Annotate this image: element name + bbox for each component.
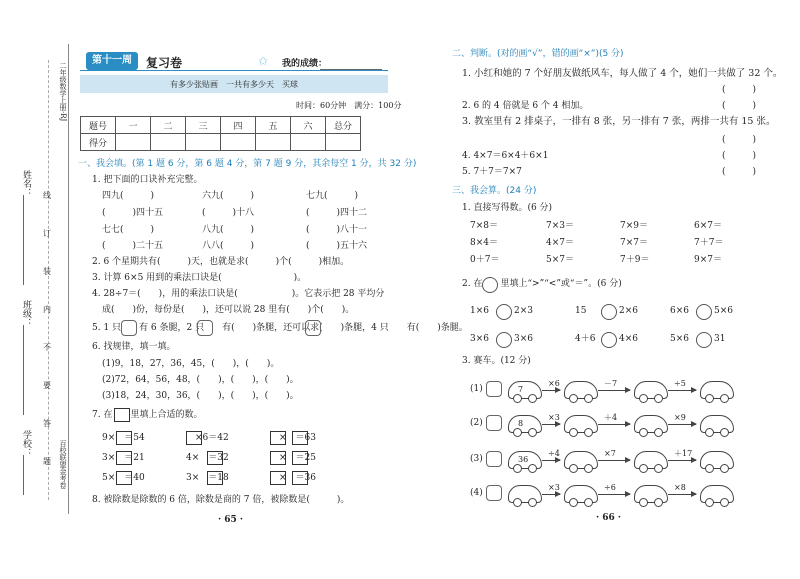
- binding-line: [48, 60, 49, 500]
- calc-item[interactable]: 9×7＝: [694, 255, 722, 265]
- race-operation: ×7: [604, 449, 616, 458]
- question: 2. 6 的 4 倍就是 6 个 4 相加。: [462, 101, 589, 111]
- race-car[interactable]: [634, 485, 668, 503]
- table-cell[interactable]: [116, 134, 151, 151]
- answer-field[interactable]: 八八( ): [202, 241, 255, 251]
- calc-item[interactable]: 0＋7＝: [470, 255, 500, 265]
- equation: 4× ＝32: [186, 453, 229, 463]
- header-rule: [80, 70, 388, 71]
- equation: × ＝25: [270, 453, 316, 463]
- answer-box[interactable]: [270, 471, 286, 485]
- question: 5. 7＋7＝7×7: [462, 167, 522, 177]
- table-cell[interactable]: [256, 134, 291, 151]
- table-cell[interactable]: [291, 134, 326, 151]
- race-car: [508, 381, 542, 399]
- compare-cloud-icon[interactable]: [601, 332, 617, 348]
- race-arrow: [542, 424, 560, 425]
- question: 1. 直接写得数。(6 分): [462, 203, 553, 213]
- answer-field[interactable]: ( )八十一: [306, 225, 368, 235]
- name-label: 姓名：: [21, 170, 31, 197]
- racer-icon: [486, 485, 502, 501]
- race-arrow: [668, 424, 696, 425]
- equation: 3× ＝21: [102, 453, 145, 463]
- answer-field[interactable]: 八九( ): [202, 225, 255, 235]
- race-car[interactable]: [564, 381, 598, 399]
- race-operation: ＋4: [604, 413, 618, 422]
- answer-box[interactable]: [292, 451, 308, 465]
- binding-char: 线: [43, 191, 51, 200]
- table-cell: 题号: [81, 117, 116, 134]
- question: 7. 在 里填上合适的数。: [92, 410, 203, 420]
- table-cell[interactable]: [186, 134, 221, 151]
- racer-icon: [486, 451, 502, 467]
- race-operation: ×3: [548, 483, 560, 492]
- time-limit: 时间：60分钟 满分：100分: [296, 101, 402, 110]
- bug-icon: [121, 320, 137, 336]
- judge-answer[interactable]: ( ): [722, 151, 757, 161]
- answer-box[interactable]: [116, 431, 132, 445]
- question: 成( )份，每份是( )，还可以说 28 里有( )个( )。: [102, 305, 355, 315]
- answer-box[interactable]: [186, 431, 202, 445]
- race-operation: ×3: [548, 413, 560, 422]
- compare-right: 3×6: [514, 334, 533, 344]
- answer-field[interactable]: 六九( ): [202, 191, 255, 201]
- race-arrow: [668, 460, 696, 461]
- binding-char: 内: [43, 305, 51, 314]
- page-number: · 66 ·: [596, 513, 622, 523]
- table-cell: 五: [256, 117, 291, 134]
- book-series-label: 二年级数学上册·RJ: [59, 62, 67, 122]
- question: 3. 计算 6×5 用到的乘法口诀是( )。: [92, 273, 307, 283]
- answer-field[interactable]: 七七( ): [102, 225, 155, 235]
- question: 3. 赛车。(12 分): [462, 356, 531, 366]
- page-number: · 65 ·: [218, 515, 244, 525]
- compare-cloud-icon[interactable]: [601, 304, 617, 320]
- race-arrow: [542, 494, 560, 495]
- question: (1)9，18，27，36，45，( )，( )。: [102, 359, 280, 369]
- compare-cloud-icon[interactable]: [496, 304, 512, 320]
- calc-item[interactable]: 7×7＝: [620, 238, 648, 248]
- race-index: (3): [470, 454, 483, 464]
- equation: 5× ＝40: [102, 473, 145, 483]
- race-arrow: [542, 390, 560, 391]
- answer-box[interactable]: [292, 431, 308, 445]
- race-index: (2): [470, 418, 483, 428]
- school-underline: [23, 455, 24, 495]
- compare-cloud-icon[interactable]: [696, 304, 712, 320]
- binding-char: 答: [43, 419, 51, 428]
- race-car[interactable]: [700, 451, 734, 469]
- race-car[interactable]: [700, 485, 734, 503]
- race-operation: ×6: [548, 379, 560, 388]
- racer-icon: [486, 381, 502, 397]
- bug-icon: [197, 320, 213, 336]
- answer-field[interactable]: 四九( ): [102, 191, 155, 201]
- score-label: 我的成绩：: [282, 59, 328, 69]
- week-badge: 第十一周: [86, 52, 138, 70]
- compare-right: 5×6: [714, 306, 733, 316]
- table-cell: 一: [116, 117, 151, 134]
- question: 5. 1 只 有 6 条腿，2 只 有( )条腿，还可以求( )条腿，4 只 有( )条腿。: [92, 323, 468, 333]
- table-cell[interactable]: [151, 134, 186, 151]
- blank-box: [114, 408, 130, 422]
- judge-answer[interactable]: ( ): [722, 85, 757, 95]
- compare-right: 4×6: [619, 334, 638, 344]
- race-arrow: [542, 460, 560, 461]
- question: 6. 找规律，填一填。: [92, 342, 176, 352]
- name-underline: [23, 195, 24, 285]
- compare-left: 5×6: [670, 334, 689, 344]
- binding-char: 订: [43, 229, 51, 238]
- race-car[interactable]: [564, 485, 598, 503]
- judge-answer[interactable]: ( ): [722, 167, 757, 177]
- class-label: 班级：: [21, 300, 31, 327]
- race-arrow: [668, 390, 696, 391]
- judge-answer[interactable]: ( ): [722, 101, 757, 111]
- race-arrow: [598, 494, 630, 495]
- compare-left: 3×6: [470, 334, 489, 344]
- class-underline: [23, 325, 24, 415]
- answer-box[interactable]: [116, 471, 132, 485]
- binding-char: 题: [43, 457, 51, 466]
- calc-item[interactable]: 7×9＝: [620, 221, 648, 231]
- race-start-value: 36: [518, 455, 529, 464]
- star-icon: ✩: [258, 54, 269, 68]
- answer-field[interactable]: 七九( ): [306, 191, 359, 201]
- calc-item[interactable]: 6×7＝: [694, 221, 722, 231]
- book-brand-label: 百校联盟金考卷: [59, 440, 67, 489]
- race-start-value: 7: [518, 385, 524, 394]
- compare-right: 31: [714, 334, 726, 344]
- equation: 3× ＝18: [186, 473, 229, 483]
- race-operation: －7: [604, 379, 618, 388]
- question: (2)72，64，56，48，( )，( )，( )。: [102, 375, 299, 385]
- answer-box[interactable]: [207, 451, 223, 465]
- race-car: [508, 485, 542, 503]
- table-cell[interactable]: [221, 134, 256, 151]
- score-table: [80, 116, 361, 151]
- answer-field[interactable]: ( )四十五: [102, 208, 164, 218]
- calc-item[interactable]: 7×3＝: [546, 221, 574, 231]
- section-heading: 一、我会填。(第 1 题 6 分，第 6 题 4 分，第 7 题 9 分，其余每空 1 分，共 32 分): [78, 159, 417, 169]
- school-label: 学校：: [21, 430, 31, 457]
- calc-item[interactable]: 7＋9＝: [620, 255, 650, 265]
- race-arrow: [598, 460, 630, 461]
- race-operation: ＋17: [674, 449, 693, 458]
- equation: ×6＝42: [186, 433, 229, 443]
- section-heading: 三、我会算。(24 分): [452, 186, 537, 196]
- race-start-value: 8: [518, 419, 524, 428]
- compare-left: 4＋6: [575, 334, 596, 344]
- question: 4. 4×7＝6×4＋6×1: [462, 151, 549, 161]
- compare-cloud-icon: [482, 277, 498, 293]
- race-car: [508, 415, 542, 433]
- question: 2. 6 个星期共有( )天，也就是求( )个( )相加。: [92, 257, 350, 267]
- race-car[interactable]: [564, 451, 598, 469]
- answer-box[interactable]: [207, 471, 223, 485]
- page-title: 复习卷: [146, 56, 183, 70]
- bug-icon: [305, 320, 321, 336]
- answer-field[interactable]: ( )十八: [202, 208, 255, 218]
- race-car[interactable]: [634, 451, 668, 469]
- compare-right: 2×6: [619, 306, 638, 316]
- compare-left: 6×6: [670, 306, 689, 316]
- answer-box[interactable]: [270, 451, 286, 465]
- answer-field[interactable]: ( )四十二: [306, 208, 368, 218]
- race-operation: ×9: [674, 413, 686, 422]
- race-index: (4): [470, 488, 483, 498]
- table-cell: 四: [221, 117, 256, 134]
- section-heading: 二、判断。(对的画“√”，错的画“×”)(5 分): [452, 49, 624, 59]
- calc-item[interactable]: 4×7＝: [546, 238, 574, 248]
- answer-box[interactable]: [292, 471, 308, 485]
- race-car[interactable]: [564, 415, 598, 433]
- table-cell[interactable]: [326, 134, 361, 151]
- table-cell: 三: [186, 117, 221, 134]
- race-car[interactable]: [700, 381, 734, 399]
- race-arrow: [668, 494, 696, 495]
- binding-char: 不: [43, 343, 51, 352]
- table-cell: 总分: [326, 117, 361, 134]
- racer-icon: [486, 415, 502, 431]
- equation: × ＝63: [270, 433, 316, 443]
- race-car[interactable]: [634, 415, 668, 433]
- question: 2. 在 里填上“>”“<”或“＝”。(6 分): [462, 279, 622, 289]
- race-operation: ÷6: [604, 483, 616, 492]
- race-operation: ÷4: [548, 449, 560, 458]
- binding-char: 装: [43, 267, 51, 276]
- answer-field[interactable]: ( )二十五: [102, 241, 164, 251]
- table-cell: 二: [151, 117, 186, 134]
- question: 1. 把下面的口诀补充完整。: [92, 175, 203, 185]
- calc-item[interactable]: 7×8＝: [470, 221, 498, 231]
- calc-item[interactable]: 8×4＝: [470, 238, 498, 248]
- race-arrow: [598, 424, 630, 425]
- compare-left: 1×6: [470, 306, 489, 316]
- equation: 9× ＝54: [102, 433, 145, 443]
- race-car[interactable]: [634, 381, 668, 399]
- judge-answer[interactable]: ( ): [722, 135, 757, 145]
- table-cell: 六: [291, 117, 326, 134]
- score-line: [320, 69, 382, 70]
- answer-box[interactable]: [270, 431, 286, 445]
- race-arrow: [598, 390, 630, 391]
- compare-left: 15: [575, 306, 587, 316]
- subtitle: 有多少张贴画 一共有多少天 买球: [170, 80, 298, 89]
- question: 1. 小红和她的 7 个好朋友做纸风车，每人做了 4 个，她们一共做了 32 个。: [462, 68, 783, 79]
- race-car[interactable]: [700, 415, 734, 433]
- answer-box[interactable]: [116, 451, 132, 465]
- table-cell: 得分: [81, 134, 116, 151]
- binding-char: 要: [43, 381, 51, 390]
- page-border: [68, 44, 69, 514]
- question: 8. 被除数是除数的 6 倍，除数是商的 7 倍，被除数是( )。: [92, 495, 350, 505]
- race-operation: ÷5: [674, 379, 686, 388]
- answer-field[interactable]: ( )五十六: [306, 241, 368, 251]
- question: 4. 28÷7＝( )，用的乘法口诀是( )。它表示把 28 平均分: [92, 289, 385, 299]
- compare-cloud-icon[interactable]: [496, 332, 512, 348]
- question: (3)18，24，30，36，( )，( )，( )。: [102, 391, 299, 401]
- question: 3. 教室里有 2 排桌子，一排有 8 张，另一排有 7 张，两排一共有 15 张。: [462, 116, 776, 127]
- race-operation: ×8: [674, 483, 686, 492]
- calc-item[interactable]: 7＋7＝: [694, 238, 724, 248]
- calc-item[interactable]: 5×7＝: [546, 255, 574, 265]
- compare-right: 2×3: [514, 306, 533, 316]
- equation: × ＝36: [270, 473, 316, 483]
- race-index: (1): [470, 384, 483, 394]
- compare-cloud-icon[interactable]: [696, 332, 712, 348]
